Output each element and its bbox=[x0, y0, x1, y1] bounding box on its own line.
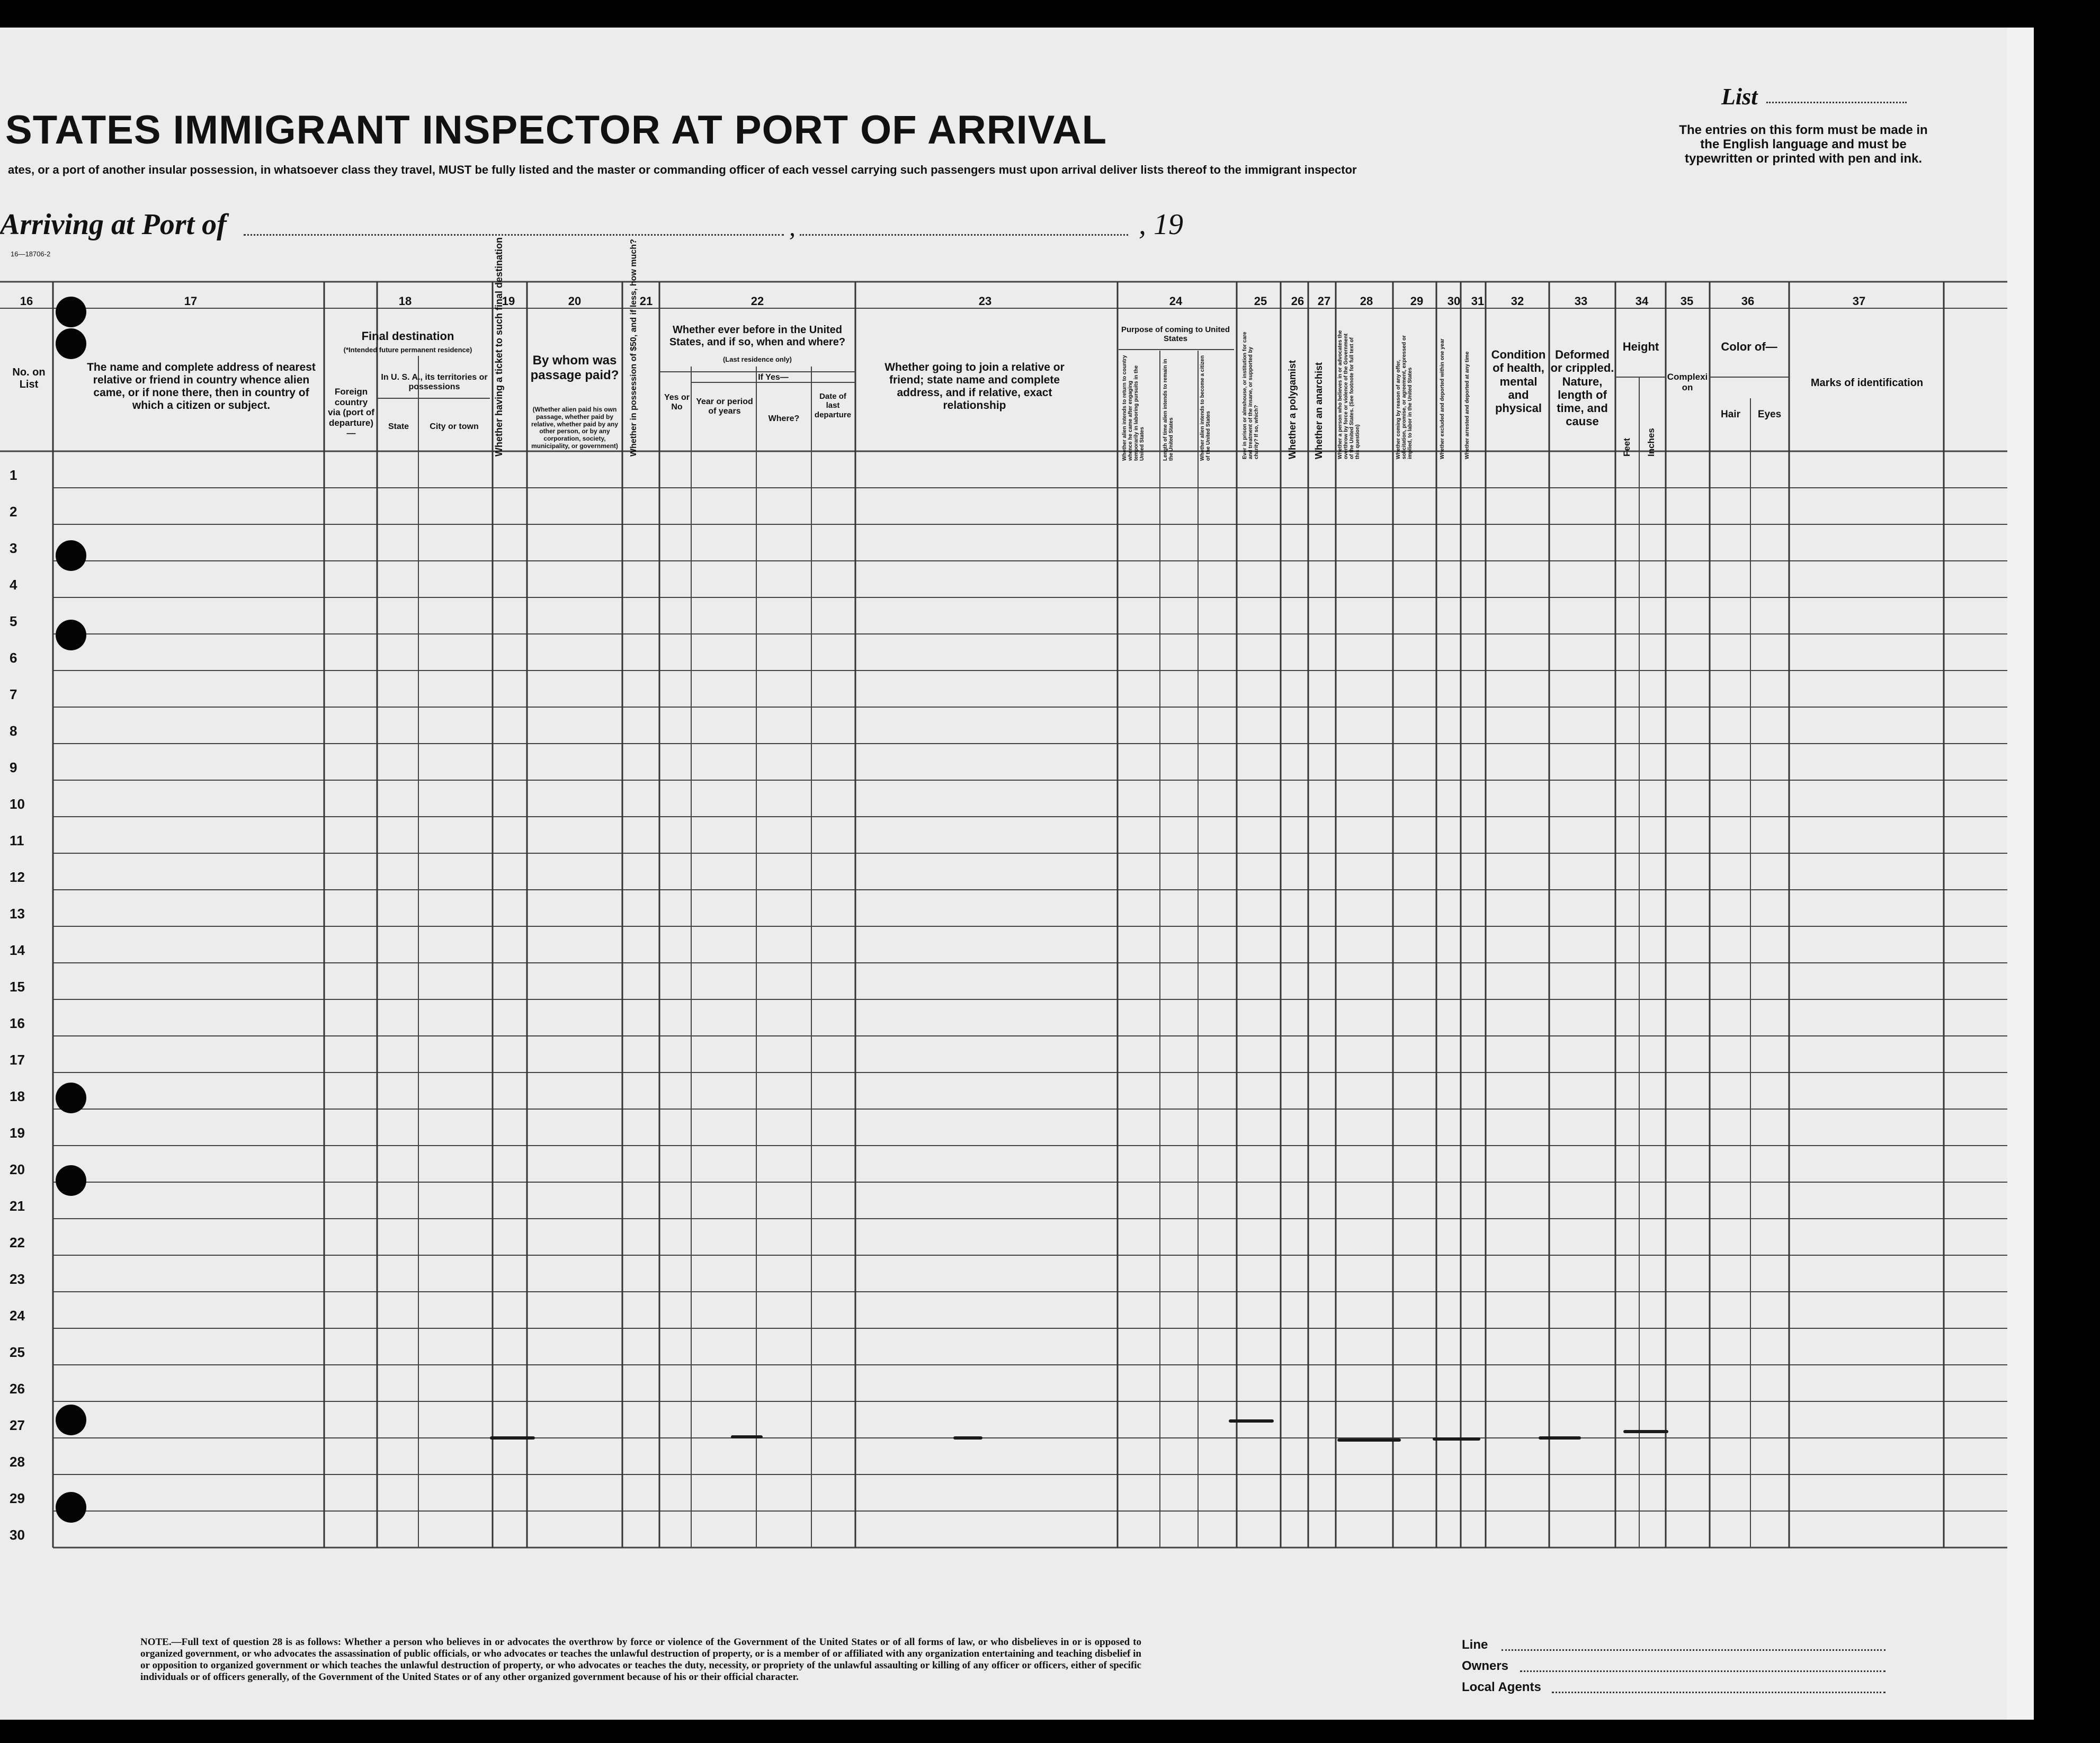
row-number: 3 bbox=[10, 540, 17, 556]
form-title: STATES IMMIGRANT INSPECTOR AT PORT OF ARRIVAL bbox=[5, 108, 1107, 153]
col-num-20: 20 bbox=[568, 294, 582, 308]
col29-header: Whether coming by reason of any offer, solicitation, promise, or agreement, expressed or implied, to labor in the United States bbox=[1396, 335, 1413, 459]
col-num-19: 19 bbox=[502, 294, 515, 308]
row-number: 1 bbox=[10, 467, 17, 483]
row-number: 9 bbox=[10, 759, 17, 775]
row-number: 2 bbox=[10, 504, 17, 520]
arrival-date-field[interactable] bbox=[800, 234, 1128, 236]
col-num-23: 23 bbox=[978, 294, 992, 308]
col-num-36: 36 bbox=[1741, 294, 1755, 308]
col21-header: Whether in possession of $50, and if less, how much? bbox=[629, 239, 638, 457]
row-number: 10 bbox=[10, 796, 25, 812]
punch-hole bbox=[56, 540, 86, 571]
col-num-30: 30 bbox=[1447, 294, 1461, 308]
ink-mark bbox=[1623, 1430, 1668, 1433]
form-subtitle: ates, or a port of another insular possession, in whatsoever class they travel, MUST be fully listed and the master or commanding officer of each vessel carrying such passengers must upon arrival deliver lists thereof to the immigrant inspector bbox=[8, 163, 1357, 176]
col36-hair: Hair bbox=[1721, 409, 1740, 420]
row-number: 5 bbox=[10, 613, 17, 629]
row-number: 16 bbox=[10, 1015, 25, 1031]
col32-header: Condition of health, mental and physical bbox=[1491, 348, 1546, 415]
list-label: List bbox=[1721, 84, 1758, 110]
line-field[interactable] bbox=[1502, 1649, 1885, 1651]
col36-eyes: Eyes bbox=[1757, 409, 1782, 420]
col22-yesno: Yes or No bbox=[664, 393, 690, 412]
col31-header: Whether arrested and deported at any time bbox=[1464, 351, 1470, 459]
ink-mark bbox=[1337, 1438, 1401, 1442]
ink-mark bbox=[1229, 1419, 1274, 1423]
row-number: 14 bbox=[10, 942, 25, 958]
ink-mark bbox=[1433, 1437, 1480, 1441]
col-num-31: 31 bbox=[1471, 294, 1485, 308]
col30-header: Whether excluded and deported within one year bbox=[1440, 338, 1445, 459]
col-num-27: 27 bbox=[1317, 294, 1331, 308]
row-number: 24 bbox=[10, 1308, 25, 1324]
punch-hole bbox=[56, 328, 86, 359]
col-num-26: 26 bbox=[1291, 294, 1304, 308]
owners-label: Owners bbox=[1462, 1659, 1509, 1673]
punch-hole bbox=[56, 1405, 86, 1435]
col-num-28: 28 bbox=[1360, 294, 1373, 308]
col22-where: Where? bbox=[768, 414, 800, 423]
row-number: 28 bbox=[10, 1454, 25, 1470]
col-num-24: 24 bbox=[1169, 294, 1183, 308]
punch-hole bbox=[56, 297, 86, 327]
col22-year: Year or period of years bbox=[696, 397, 753, 416]
row-number: 6 bbox=[10, 650, 17, 666]
local-agents-field[interactable] bbox=[1552, 1692, 1885, 1693]
col19-header: Whether having a ticket to such final destination bbox=[494, 237, 504, 457]
punch-hole bbox=[56, 1083, 86, 1113]
ink-mark bbox=[1539, 1436, 1581, 1440]
arrival-comma: , bbox=[789, 213, 796, 242]
col20-header: By whom was passage paid? bbox=[530, 353, 619, 382]
col22-ifyes: If Yes— bbox=[758, 373, 789, 382]
col-num-35: 35 bbox=[1680, 294, 1694, 308]
col-num-17: 17 bbox=[184, 294, 198, 308]
owners-field[interactable] bbox=[1520, 1670, 1885, 1672]
col-num-29: 29 bbox=[1410, 294, 1424, 308]
col24-a: Whether alien intends to return to country whence he came after engaging temporarily in laboring pursuits in the United States bbox=[1122, 355, 1145, 461]
col35-header: Complexion bbox=[1667, 372, 1708, 392]
row-number: 15 bbox=[10, 979, 25, 995]
col28-header: Whether a person who believes in or advocates the overthrow by force or violence of the Government of the United States. (See footnote for full text of this question) bbox=[1337, 330, 1361, 459]
row-number: 17 bbox=[10, 1052, 25, 1068]
footnote-question-28: NOTE.—Full text of question 28 is as follows: Whether a person who believes in or advocates the overthrow by force or violence of the Government of the United States or of all forms of law, or who disbelieves in or is opposed to organized government, or who advocates the assassination of public officials, or who advocates or teaches the unlawful destruction of property, or is a member of or affiliated with any organization entertaining and teaching disbelief in or opposition to organized government or which teaches the unlawful destruction of property, or who advocates or teaches the duty, necessity, or propriety of the unlawful assaulting or killing of any officer or officers, either of specific individuals or of officers generally, of the Government of the United States or of any other organized government because of his or their official character. bbox=[140, 1637, 1141, 1683]
line-label: Line bbox=[1462, 1638, 1488, 1652]
col18-state: State bbox=[388, 422, 409, 431]
row-number: 18 bbox=[10, 1088, 25, 1104]
ink-mark bbox=[953, 1436, 982, 1440]
row-number: 12 bbox=[10, 869, 25, 885]
row-number: 29 bbox=[10, 1490, 25, 1506]
form-instructions: The entries on this form must be made in the English language and must be typewritten or printed with pen and ink. bbox=[1679, 123, 1928, 166]
grid-lines bbox=[0, 237, 2007, 1558]
col-num-33: 33 bbox=[1574, 294, 1588, 308]
col18-note: (*Intended future permanent residence) bbox=[343, 346, 472, 354]
col18-header: Final destination bbox=[361, 329, 454, 343]
form-code: 16—18706-2 bbox=[11, 250, 51, 258]
row-number: 27 bbox=[10, 1417, 25, 1433]
ink-mark bbox=[490, 1436, 535, 1440]
col-num-18: 18 bbox=[398, 294, 412, 308]
col-num-37: 37 bbox=[1852, 294, 1866, 308]
manifest-sheet bbox=[0, 28, 2034, 1720]
local-agents-label: Local Agents bbox=[1462, 1680, 1541, 1694]
col25-header: Ever in prison or almshouse, or institution for care and treatment of the insane, or supported by charity? If so, which? bbox=[1242, 332, 1259, 459]
ink-mark bbox=[731, 1435, 763, 1438]
punch-hole bbox=[56, 620, 86, 650]
row-number: 4 bbox=[10, 577, 17, 593]
row-number: 13 bbox=[10, 906, 25, 922]
col16-header: No. on List bbox=[12, 367, 46, 390]
col18-city: City or town bbox=[430, 422, 479, 431]
col-num-34: 34 bbox=[1635, 294, 1649, 308]
year-prefix: , 19 bbox=[1139, 208, 1183, 241]
col24-b: Length of time alien intends to remain in the United States bbox=[1163, 359, 1174, 461]
col-num-25: 25 bbox=[1254, 294, 1267, 308]
row-number: 21 bbox=[10, 1198, 25, 1214]
col34-inches: Inches bbox=[1646, 428, 1656, 457]
col17-header: The name and complete address of nearest relative or friend in country whence alien came, or if none there, then in country of which a citizen or subject. bbox=[87, 361, 316, 412]
col33-header: Deformed or crippled. Nature, length of time, and cause bbox=[1550, 348, 1614, 428]
row-number: 23 bbox=[10, 1271, 25, 1287]
col-num-21: 21 bbox=[639, 294, 653, 308]
row-number: 8 bbox=[10, 723, 17, 739]
row-number: 7 bbox=[10, 686, 17, 702]
col20-note: (Whether alien paid his own passage, whether paid by relative, whether paid by any other person, or by any corporation, society, municipality, or government) bbox=[531, 406, 619, 450]
col24-header: Purpose of coming to United States bbox=[1121, 325, 1230, 344]
row-number: 22 bbox=[10, 1235, 25, 1250]
col-num-22: 22 bbox=[750, 294, 764, 308]
arriving-port-label: Arriving at Port of bbox=[0, 208, 227, 241]
col26-header: Whether a polygamist bbox=[1287, 360, 1298, 459]
col-num-16: 16 bbox=[20, 294, 33, 308]
col27-header: Whether an anarchist bbox=[1313, 362, 1324, 459]
col18-foreign: Foreign country via (port of departure)— bbox=[328, 387, 374, 439]
manifest-grid bbox=[0, 237, 2007, 1558]
col34-feet: Feet bbox=[1622, 438, 1632, 457]
row-number: 11 bbox=[10, 833, 24, 848]
punch-hole bbox=[56, 1492, 86, 1523]
col22-header: Whether ever before in the United States, and if so, when and where? bbox=[669, 324, 846, 348]
list-number-field[interactable] bbox=[1766, 102, 1907, 103]
col36-header: Color of— bbox=[1721, 340, 1777, 353]
row-number: 20 bbox=[10, 1161, 25, 1177]
row-number: 19 bbox=[10, 1125, 25, 1141]
col24-c: Whether alien intends to become a citizen of the United States bbox=[1200, 355, 1211, 461]
punch-hole bbox=[56, 1165, 86, 1196]
col23-header: Whether going to join a relative or friend; state name and complete address, and if relative, exact relationship bbox=[884, 361, 1065, 412]
col-num-32: 32 bbox=[1511, 294, 1524, 308]
col22-note: (Last residence only) bbox=[722, 355, 792, 363]
col22-date: Date of last departure bbox=[814, 392, 852, 419]
col34-header: Height bbox=[1622, 340, 1659, 353]
row-number: 25 bbox=[10, 1344, 25, 1360]
col18-usa: In U. S. A., its territories or possessions bbox=[381, 373, 488, 392]
col37-header: Marks of identification bbox=[1810, 377, 1924, 389]
row-number: 30 bbox=[10, 1527, 25, 1543]
row-number: 26 bbox=[10, 1381, 25, 1397]
arriving-port-field[interactable] bbox=[244, 234, 784, 236]
